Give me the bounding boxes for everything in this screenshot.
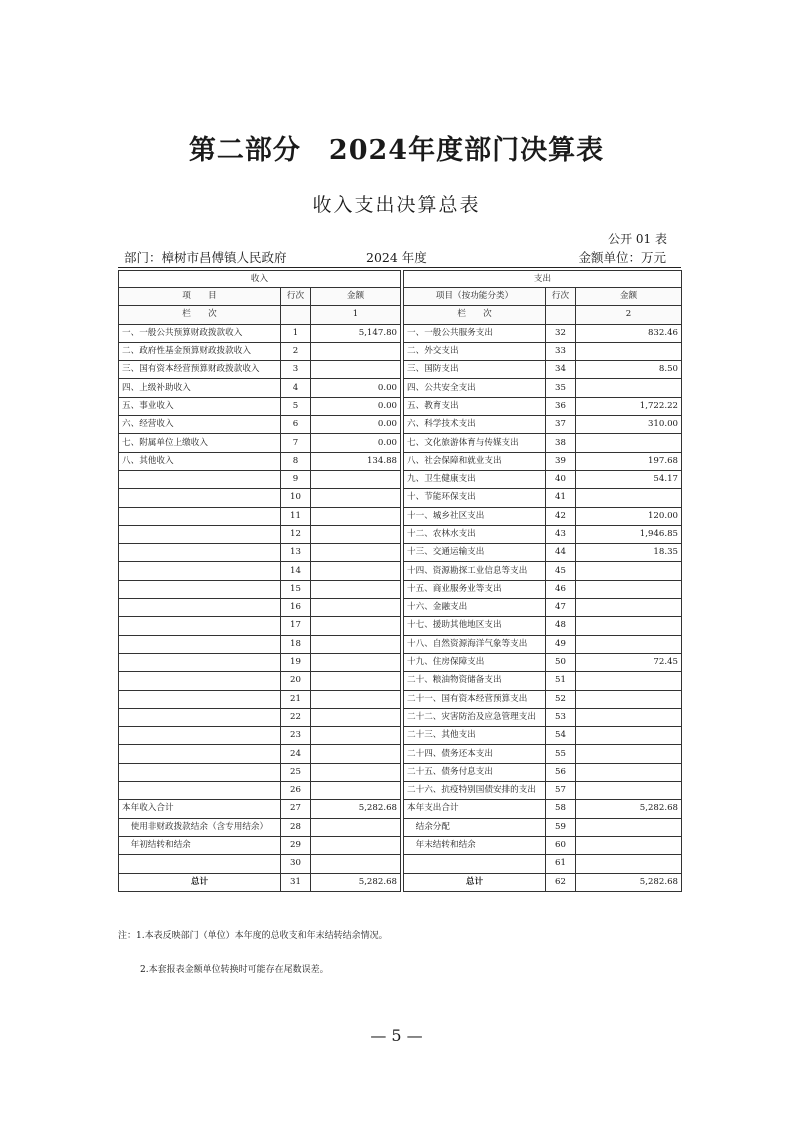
table-row [119,818,682,836]
expense-item-cell: 七、文化旅游体育与传媒支出 [404,434,546,452]
income-row-no-cell: 7 [281,434,311,452]
expense-amount-header: 金额 [576,288,682,306]
page-title: 第二部分 2024年度部门决算表 [188,135,605,166]
expense-amount-cell [576,489,682,507]
expense-total-label: 总计 [404,873,546,891]
expense-row-no-cell: 43 [546,525,576,543]
expense-amount-cell: 120.00 [576,507,682,525]
expense-item-cell: 二十三、其他支出 [404,727,546,745]
table-meta [118,248,666,266]
income-row-no-cell: 8 [281,452,311,470]
expense-item-cell: 十三、交通运输支出 [404,544,546,562]
income-row-no-cell: 14 [281,562,311,580]
income-amount-cell [311,855,401,873]
income-amount-cell [311,782,401,800]
expense-amount-cell: 310.00 [576,416,682,434]
income-amount-cell [311,489,401,507]
page-number: — 5 — [370,1026,423,1045]
income-amount-cell [311,562,401,580]
income-row-no-cell: 23 [281,727,311,745]
income-item-cell: 八、其他收入 [119,452,281,470]
income-item-cell [119,617,281,635]
expense-row-no-cell: 39 [546,452,576,470]
income-row-no-cell: 11 [281,507,311,525]
table-row [119,708,682,726]
expense-item-cell: 十一、城乡社区支出 [404,507,546,525]
income-row-no-cell: 18 [281,635,311,653]
income-item-cell [119,470,281,488]
income-row-no-cell: 15 [281,580,311,598]
expense-amount-cell: 832.46 [576,324,682,342]
expense-row-no-cell: 49 [546,635,576,653]
amount-unit: 金额单位：万元 [578,250,666,265]
expense-row-no-cell: 40 [546,470,576,488]
expense-row-no-cell: 51 [546,672,576,690]
expense-row-no-cell: 55 [546,745,576,763]
expense-row-no-cell: 58 [546,800,576,818]
expense-amount-cell [576,727,682,745]
income-item-cell [119,525,281,543]
expense-amount-cell [576,708,682,726]
expense-row-no-cell: 50 [546,653,576,671]
expense-amount-cell [576,562,682,580]
income-amount-cell [311,507,401,525]
expense-amount-cell: 1,722.22 [576,397,682,415]
income-amount-cell [311,342,401,360]
expense-item-cell: 年末结转和结余 [404,836,546,854]
expense-item-cell: 十五、商业服务业等支出 [404,580,546,598]
table-row [119,434,682,452]
expense-amount-cell: 18.35 [576,544,682,562]
income-row-no-cell: 20 [281,672,311,690]
expense-item-cell: 五、教育支出 [404,397,546,415]
expense-row-no-cell: 61 [546,855,576,873]
income-row-no-cell: 19 [281,653,311,671]
income-row-no-cell: 16 [281,599,311,617]
expense-item-cell: 四、公共安全支出 [404,379,546,397]
expense-total-no: 62 [546,873,576,891]
income-item-cell [119,708,281,726]
expense-section-header: 支出 [404,271,682,288]
income-item-cell [119,544,281,562]
income-amount-cell [311,836,401,854]
expense-row-no-cell: 54 [546,727,576,745]
income-row-no-cell: 28 [281,818,311,836]
expense-row-no-cell: 34 [546,361,576,379]
table-row [119,544,682,562]
expense-row-no-cell: 44 [546,544,576,562]
income-total-no: 31 [281,873,311,891]
income-row-no-cell: 17 [281,617,311,635]
income-row-no-cell: 24 [281,745,311,763]
table-row [119,452,682,470]
income-item-cell [119,763,281,781]
expense-item-cell: 结余分配 [404,818,546,836]
expense-item-cell: 本年支出合计 [404,800,546,818]
income-total-label: 总计 [119,873,281,891]
table-row [119,617,682,635]
income-amount-cell [311,727,401,745]
income-row-no-header: 行次 [281,288,311,306]
income-item-cell [119,855,281,873]
expense-item-cell: 十八、自然资源海洋气象等支出 [404,635,546,653]
table-row [119,470,682,488]
expense-item-cell: 二十四、债务还本支出 [404,745,546,763]
expense-amount-cell [576,580,682,598]
form-number: 公开 01 表 [608,232,667,246]
income-item-cell: 本年收入合计 [119,800,281,818]
expense-total-amount: 5,282.68 [576,873,682,891]
expense-row-no-cell: 36 [546,397,576,415]
income-section-header: 收入 [119,271,401,288]
expense-amount-cell [576,745,682,763]
expense-item-cell: 十二、农林水支出 [404,525,546,543]
income-item-cell [119,653,281,671]
income-item-cell [119,635,281,653]
income-amount-cell [311,653,401,671]
income-amount-cell [311,708,401,726]
expense-item-cell: 二十、粮油物资储备支出 [404,672,546,690]
income-amount-cell [311,361,401,379]
income-item-cell [119,727,281,745]
income-item-cell: 四、上级补助收入 [119,379,281,397]
expense-row-no-cell: 53 [546,708,576,726]
table-row [119,580,682,598]
income-item-cell [119,690,281,708]
table-row [119,562,682,580]
income-row-no-cell: 3 [281,361,311,379]
table-row [119,653,682,671]
expense-row-no-cell: 38 [546,434,576,452]
expense-amount-cell [576,599,682,617]
expense-item-cell: 二十六、抗疫特别国债安排的支出 [404,782,546,800]
expense-amount-cell [576,672,682,690]
expense-row-no-cell: 45 [546,562,576,580]
income-amount-cell: 134.88 [311,452,401,470]
table-row [119,800,682,818]
table-row [119,672,682,690]
expense-item-cell: 二十二、灾害防治及应急管理支出 [404,708,546,726]
note-2: 2.本套报表金额单位转换时可能存在尾数误差。 [140,965,329,975]
expense-amount-cell: 197.68 [576,452,682,470]
expense-row-no-cell: 56 [546,763,576,781]
income-column-no: 1 [311,306,401,324]
expense-amount-cell [576,763,682,781]
income-row-no-cell: 9 [281,470,311,488]
income-item-cell: 使用非财政拨款结余（含专用结余） [119,818,281,836]
expense-amount-cell [576,342,682,360]
income-amount-cell [311,635,401,653]
expense-item-cell: 二、外交支出 [404,342,546,360]
expense-row-no-cell: 59 [546,818,576,836]
table-row [119,763,682,781]
income-amount-cell [311,763,401,781]
meta-rule [118,267,681,268]
income-total-amount: 5,282.68 [311,873,401,891]
income-item-cell [119,562,281,580]
expense-item-cell: 八、社会保障和就业支出 [404,452,546,470]
expense-row-no-header: 行次 [546,288,576,306]
expense-row-no-cell: 48 [546,617,576,635]
income-row-no-cell: 5 [281,397,311,415]
expense-row-no-cell: 33 [546,342,576,360]
income-amount-cell: 0.00 [311,434,401,452]
income-amount-cell [311,745,401,763]
income-item-cell [119,580,281,598]
expense-amount-cell [576,782,682,800]
table-row [119,324,682,342]
expense-item-cell: 三、国防支出 [404,361,546,379]
table-row [119,379,682,397]
expense-item-cell: 十、节能环保支出 [404,489,546,507]
table-title: 收入支出决算总表 [312,194,481,216]
expense-row-no-cell: 60 [546,836,576,854]
expense-item-cell: 十六、金融支出 [404,599,546,617]
table-row [119,745,682,763]
expense-row-no-cell: 46 [546,580,576,598]
expense-amount-cell [576,434,682,452]
expense-column-blank [546,306,576,324]
expense-row-no-cell: 47 [546,599,576,617]
income-item-cell [119,599,281,617]
income-amount-cell: 0.00 [311,397,401,415]
income-amount-cell: 0.00 [311,379,401,397]
expense-row-no-cell: 52 [546,690,576,708]
expense-row-no-cell: 42 [546,507,576,525]
table-row [119,836,682,854]
expense-column-no: 2 [576,306,682,324]
expense-item-cell: 一、一般公共服务支出 [404,324,546,342]
table-row [119,727,682,745]
expense-row-no-cell: 32 [546,324,576,342]
expense-row-no-cell: 57 [546,782,576,800]
income-item-cell: 二、政府性基金预算财政拨款收入 [119,342,281,360]
table-row [119,342,682,360]
table-row [119,507,682,525]
income-row-no-cell: 22 [281,708,311,726]
income-amount-cell: 5,147.80 [311,324,401,342]
expense-amount-cell: 8.50 [576,361,682,379]
expense-amount-cell: 1,946.85 [576,525,682,543]
income-item-cell: 六、经营收入 [119,416,281,434]
income-row-no-cell: 25 [281,763,311,781]
table-row [119,690,682,708]
income-amount-cell [311,544,401,562]
income-row-no-cell: 10 [281,489,311,507]
income-item-cell: 年初结转和结余 [119,836,281,854]
expense-item-cell: 二十五、债务付息支出 [404,763,546,781]
income-row-no-cell: 30 [281,855,311,873]
expense-row-no-cell: 37 [546,416,576,434]
expense-item-header: 项目（按功能分类） [404,288,546,306]
income-item-cell [119,507,281,525]
total-row [119,873,682,891]
income-row-no-cell: 21 [281,690,311,708]
income-item-header: 项 目 [119,288,281,306]
expense-item-cell: 十七、援助其他地区支出 [404,617,546,635]
income-item-cell: 五、事业收入 [119,397,281,415]
income-column-blank [281,306,311,324]
expense-item-cell: 二十一、国有资本经营预算支出 [404,690,546,708]
income-row-no-cell: 2 [281,342,311,360]
expense-amount-cell [576,617,682,635]
table-row [119,599,682,617]
income-row-no-cell: 12 [281,525,311,543]
table-row [119,361,682,379]
expense-amount-cell: 72.45 [576,653,682,671]
income-amount-cell [311,525,401,543]
table-row [119,525,682,543]
income-amount-cell [311,690,401,708]
table-row [119,855,682,873]
table-row [119,416,682,434]
income-row-no-cell: 13 [281,544,311,562]
expense-column-label: 栏 次 [404,306,546,324]
department-label: 部门：樟树市昌傅镇人民政府 [124,250,287,265]
table-row [119,635,682,653]
income-item-cell [119,489,281,507]
income-item-cell [119,672,281,690]
income-amount-header: 金额 [311,288,401,306]
expense-row-no-cell: 35 [546,379,576,397]
expense-item-cell: 九、卫生健康支出 [404,470,546,488]
income-amount-cell [311,580,401,598]
income-row-no-cell: 4 [281,379,311,397]
expense-item-cell [404,855,546,873]
expense-amount-cell: 5,282.68 [576,800,682,818]
income-column-label: 栏 次 [119,306,281,324]
income-item-cell [119,745,281,763]
income-item-cell: 七、附属单位上缴收入 [119,434,281,452]
table-row [119,782,682,800]
income-amount-cell [311,818,401,836]
income-item-cell: 一、一般公共预算财政拨款收入 [119,324,281,342]
expense-amount-cell [576,635,682,653]
income-item-cell [119,782,281,800]
fiscal-year: 2024 年度 [366,250,427,265]
expense-amount-cell [576,690,682,708]
income-row-no-cell: 29 [281,836,311,854]
income-row-no-cell: 6 [281,416,311,434]
income-row-no-cell: 26 [281,782,311,800]
expense-amount-cell [576,836,682,854]
expense-item-cell: 十九、住房保障支出 [404,653,546,671]
expense-amount-cell [576,855,682,873]
table-row [119,397,682,415]
expense-item-cell: 十四、资源勘探工业信息等支出 [404,562,546,580]
expense-amount-cell [576,379,682,397]
expense-row-no-cell: 41 [546,489,576,507]
income-amount-cell [311,672,401,690]
income-item-cell: 三、国有资本经营预算财政拨款收入 [119,361,281,379]
income-amount-cell [311,617,401,635]
expense-amount-cell: 54.17 [576,470,682,488]
income-amount-cell: 0.00 [311,416,401,434]
expense-item-cell: 六、科学技术支出 [404,416,546,434]
income-amount-cell: 5,282.68 [311,800,401,818]
expense-amount-cell [576,818,682,836]
income-row-no-cell: 1 [281,324,311,342]
income-amount-cell [311,599,401,617]
income-row-no-cell: 27 [281,800,311,818]
budget-table [118,270,682,892]
note-1: 注：1.本表反映部门（单位）本年度的总收支和年末结转结余情况。 [118,931,388,941]
table-row [119,489,682,507]
income-amount-cell [311,470,401,488]
